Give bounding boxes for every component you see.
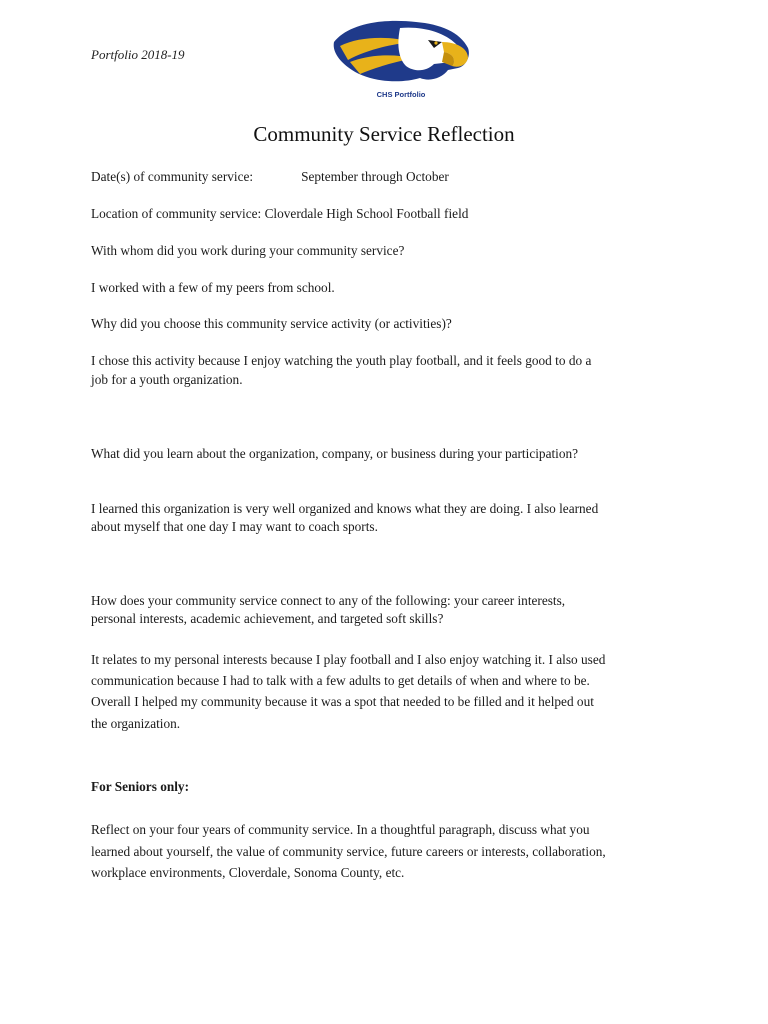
location-value: Cloverdale High School Football field <box>264 206 469 221</box>
answer-connection-line-3: Overall I helped my community because it was a spot that needed to be filled and it helped out <box>91 694 594 709</box>
dates-row <box>91 167 691 187</box>
seniors-prompt-line-3: workplace environments, Cloverdale, Sonoma County, etc. <box>91 865 405 880</box>
answer-why-choose-line-2: job for a youth organization. <box>91 372 243 387</box>
question-connection-line-2: personal interests, academic achievement, and targeted soft skills? <box>91 611 444 626</box>
answer-what-learned-line-2: about myself that one day I may want to coach sports. <box>91 519 378 534</box>
question-what-learned: What did you learn about the organization, company, or business during your participation? <box>91 446 579 461</box>
portfolio-label: Portfolio 2018-19 <box>91 47 185 62</box>
answer-what-learned-line-1: I learned this organization is very well organized and knows what they are doing. I also learned <box>91 501 599 516</box>
answer-connection-line-1: It relates to my personal interests because I play football and I also enjoy watching it. I also used <box>91 652 606 667</box>
page-title: Community Service Reflection <box>253 122 515 146</box>
location-row <box>91 204 691 224</box>
answer-connection-line-2: communication because I had to talk with a few adults to get details of when and where to be. <box>91 673 590 688</box>
seniors-heading: For Seniors only: <box>91 779 190 794</box>
question-why-choose: Why did you choose this community service activity (or activities)? <box>91 316 452 331</box>
seniors-prompt-line-1: Reflect on your four years of community service. In a thoughtful paragraph, discuss what you <box>91 822 590 837</box>
seniors-prompt-line-2: learned about yourself, the value of community service, future careers or interests, collaboration, <box>91 844 606 859</box>
logo-caption: CHS Portfolio <box>376 90 426 99</box>
answer-with-whom: I worked with a few of my peers from school. <box>91 280 335 295</box>
answer-connection-line-4: the organization. <box>91 716 181 731</box>
location-label: Location of community service: <box>91 206 262 221</box>
dates-label: Date(s) of community service: <box>91 169 254 184</box>
question-with-whom: With whom did you work during your community service? <box>91 243 405 258</box>
dates-value: September through October <box>301 169 449 184</box>
answer-why-choose-line-1: I chose this activity because I enjoy watching the youth play football, and it feels good to do a <box>91 353 592 368</box>
question-connection-line-1: How does your community service connect to any of the following: your career interests, <box>91 593 566 608</box>
